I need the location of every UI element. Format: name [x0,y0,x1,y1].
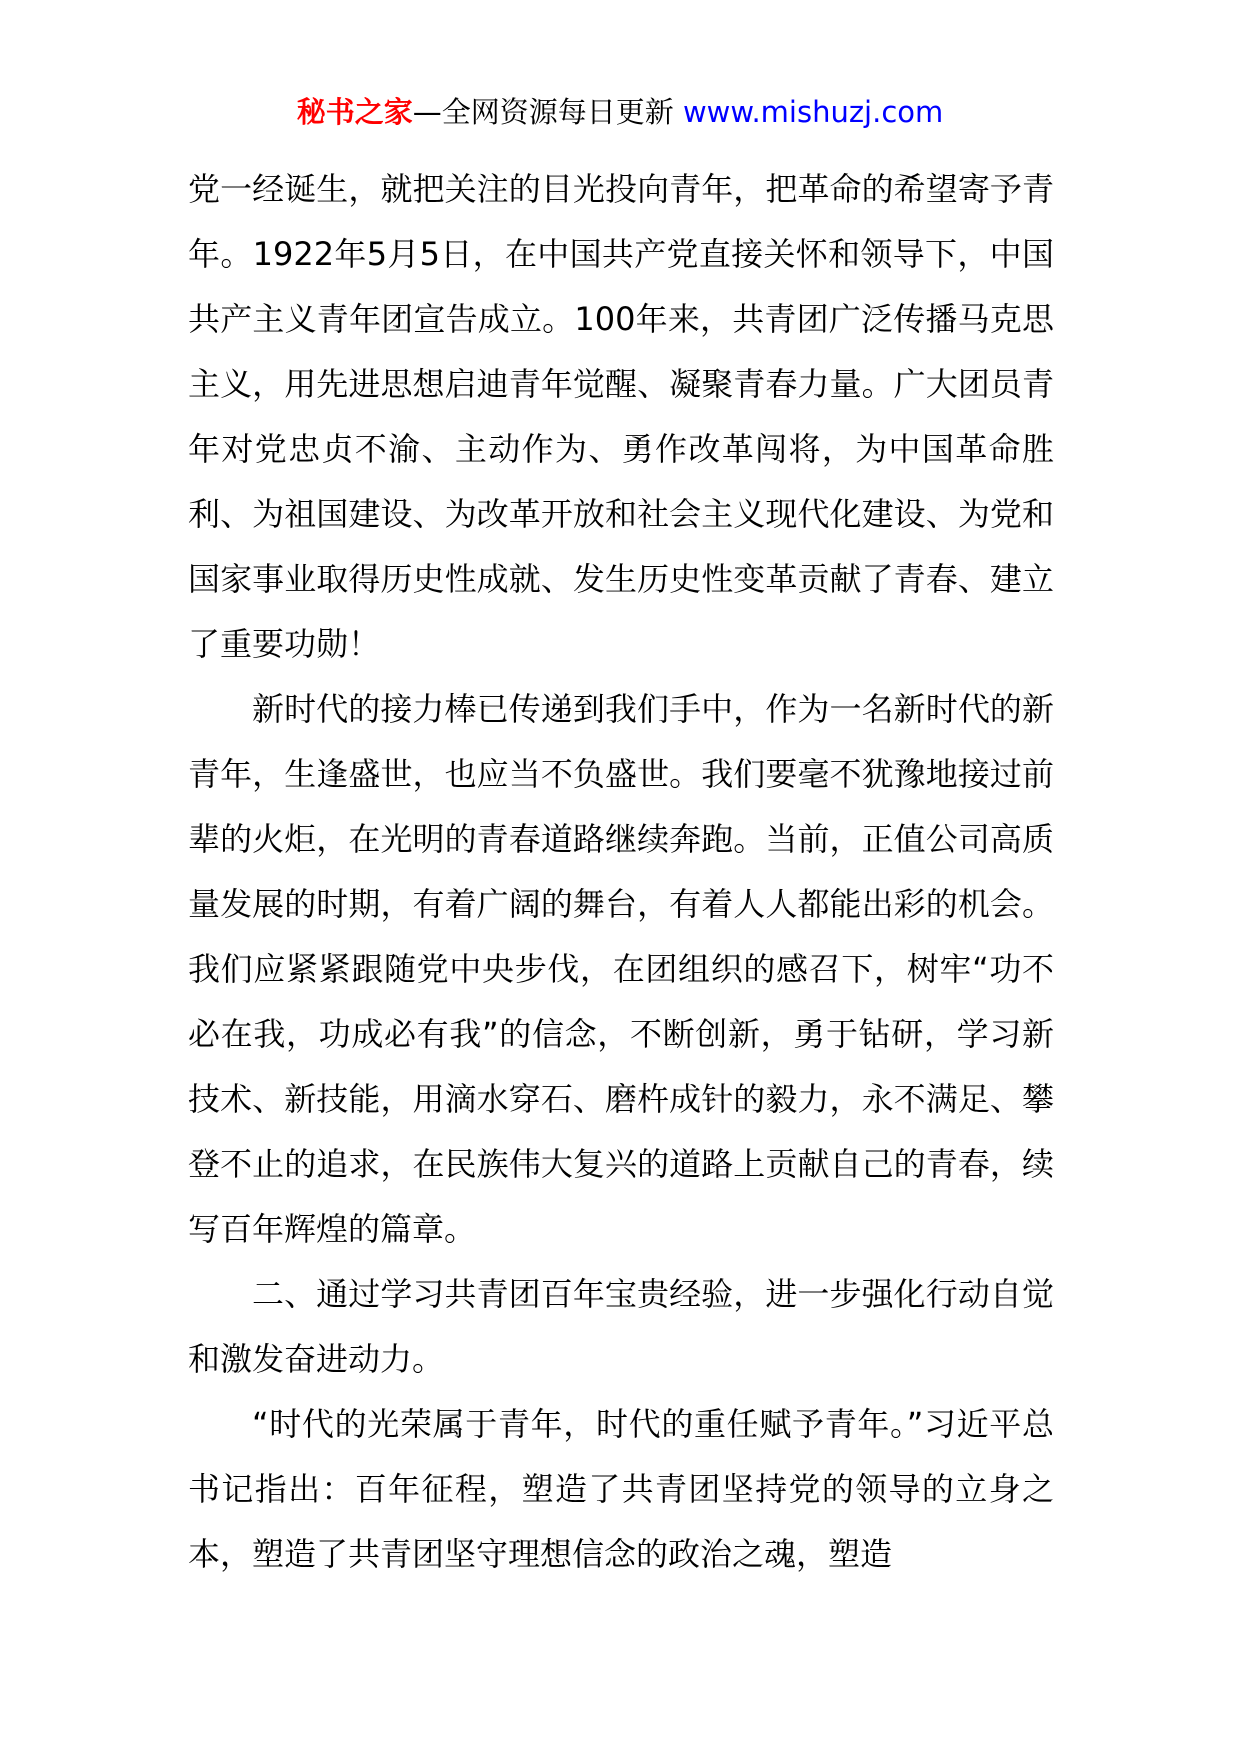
site-tagline: —全网资源每日更新 [412,95,683,129]
paragraph-1: 党一经诞生，就把关注的目光投向青年，把革命的希望寄予青年。1922年5月5日，在中国共产党直接关怀和领导下，中国共产主义青年团宣告成立。100年来，共青团广泛传播马克思主义，用先进思想启迪青年觉醒、凝聚青春力量。广大团员青年对党忠贞不渝、主动作为、勇作改革闯将，为中国革命胜利、为祖国建设、为改革开放和社会主义现代化建设、为党和国家事业取得历史性成就、发生历史性变革贡献了青春、建立了重要功勋！ [188,170,1054,663]
paragraph-3: “时代的光荣属于青年，时代的重任赋予青年。”习近平总书记指出：百年征程，塑造了共青团坚持党的领导的立身之本，塑造了共青团坚守理想信念的政治之魂，塑造 [188,1405,1054,1573]
section-heading-2: 二、通过学习共青团百年宝贵经验，进一步强化行动自觉和激发奋进动力。 [188,1275,1054,1378]
page-header [0,92,1240,132]
site-url-link[interactable]: www.mishuzj.com [682,95,944,129]
paragraph-2: 新时代的接力棒已传递到我们手中，作为一名新时代的新青年，生逢盛世，也应当不负盛世。我们要毫不犹豫地接过前辈的火炬，在光明的青春道路继续奔跑。当前，正值公司高质量发展的时期，有着广阔的舞台，有着人人都能出彩的机会。我们应紧紧跟随党中央步伐，在团组织的感召下，树牢“功不必在我，功成必有我”的信念，不断创新，勇于钻研，学习新技术、新技能，用滴水穿石、磨杵成针的毅力，永不满足、攀登不止的追求，在民族伟大复兴的道路上贡献自己的青春，续写百年辉煌的篇章。 [188,690,1054,1248]
document-body [188,157,1054,1587]
site-brand: 秘书之家 [296,95,413,129]
